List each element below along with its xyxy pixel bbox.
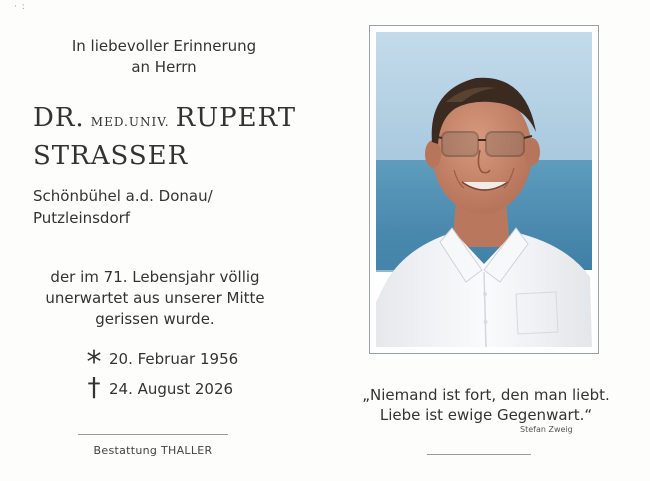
quote-line-1: „Niemand ist fort, den man liebt. (362, 386, 610, 404)
divider-right (427, 454, 531, 455)
funeral-home: Bestattung THALLER (93, 444, 213, 457)
death-date-row (85, 373, 234, 403)
death-date: 24. August 2026 (109, 380, 234, 398)
memory-line-2: an Herrn (131, 58, 197, 76)
place-line-1: Schönbühel a.d. Donau/ (33, 187, 213, 205)
corner-mark: · : (14, 2, 26, 12)
birth-date: 20. Februar 1956 (109, 350, 239, 368)
name-degree: MED.UNIV. (90, 115, 170, 129)
portrait-frame (369, 25, 599, 354)
memorial-text (20, 267, 290, 330)
portrait-photo (376, 32, 592, 347)
birth-star-icon: * (86, 345, 102, 380)
text-line-1: der im 71. Lebensjahr völlig (50, 268, 260, 286)
deceased-name (33, 103, 323, 175)
quote-author: Stefan Zweig (520, 425, 573, 434)
divider-left (78, 434, 228, 435)
memory-heading (40, 36, 288, 78)
death-cross-icon: † (87, 373, 101, 403)
place-of-residence (33, 185, 213, 229)
name-title: DR. (33, 103, 85, 133)
text-line-2: unerwartet aus unserer Mitte (45, 289, 265, 307)
memory-line-1: In liebevoller Erinnerung (71, 37, 257, 55)
name-first: RUPERT (175, 103, 297, 133)
text-line-3: gerissen wurde. (95, 310, 215, 328)
name-last: STRASSER (33, 141, 189, 171)
place-line-2: Putzleinsdorf (33, 209, 131, 227)
birth-date-row (85, 345, 239, 380)
quote-line-2: Liebe ist ewige Gegenwart.“ (379, 406, 593, 424)
quote (355, 385, 617, 425)
